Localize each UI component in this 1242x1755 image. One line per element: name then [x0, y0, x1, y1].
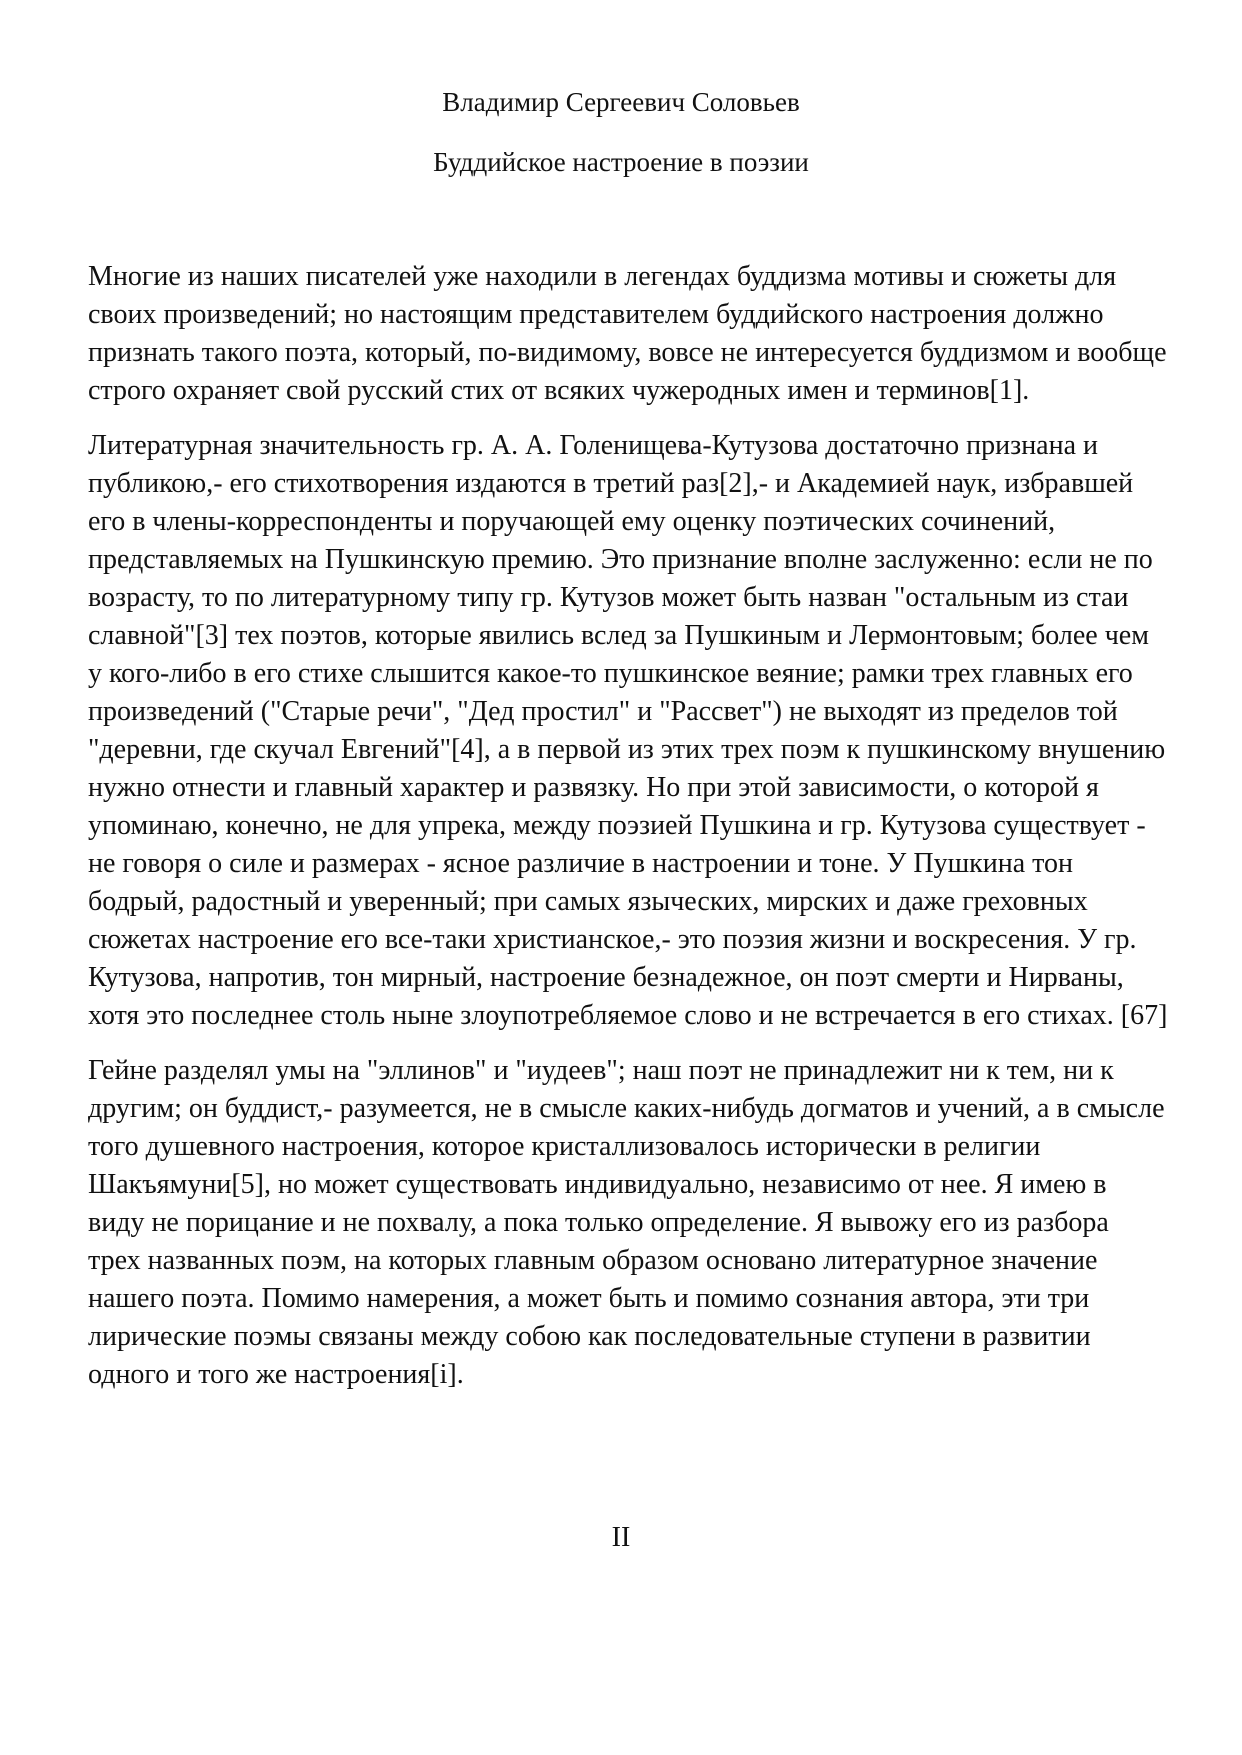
paragraph: Гейне разделял умы на "эллинов" и "иудеев"; наш поэт не принадлежит ни к тем, ни к другим; он буддист,- разумеется, не в смысле каких-нибудь догматов и учений, а в смысле того душевного настроения, которое кристаллизовалось исторически в религии Шакъямуни[5], но может существовать индивидуально, независимо от нее. Я имею в виду не порицание и не похвалу, а пока только определение. Я вывожу его из разбора трех названных поэм, на которых главным образом основано литературное значение нашего поэта. Помимо намерения, а может быть и помимо сознания автора, эти три лирические поэмы связаны между собою как последовательные ступени в развитии одного и того же настроения[i].: [88, 1055, 1165, 1390]
author-name: Владимир Сергеевич Соловьев: [442, 87, 800, 117]
document-body: [88, 258, 1168, 1411]
paragraph: Литературная значительность гр. А. А. Голенищева-Кутузова достаточно признана и публикою,- его стихотворения издаются в третий раз[2],- и Академией наук, избравшей его в члены-корреспонденты и поручающей ему оценку поэтических сочинений, представляемых на Пушкинскую премию. Это признание вполне заслуженно: если не по возрасту, то по литературному типу гр. Кутузов может быть назван "остальным из стаи славной"[3] тех поэтов, которые явились вслед за Пушкиным и Лермонтовым; более чем у кого-либо в его стихе слышится какое-то пушкинское веяние; рамки трех главных его произведений ("Старые речи", "Дед простил" и "Рассвет") не выходят из пределов той "деревни, где скучал Евгений"[4], а в первой из этих трех поэм к пушкинскому внушению нужно отнести и главный характер и развязку. Но при этой зависимости, о которой я упоминаю, конечно, не для упрека, между поэзией Пушкина и гр. Кутузова существует - не говоря о силе и размерах - ясное различие в настроении и тоне. У Пушкина тон бодрый, радостный и уверенный; при самых языческих, мирских и даже греховных сюжетах настроение его все-таки христианское,- это поэзия жизни и воскресения. У гр. Кутузова, напротив, тон мирный, настроение безнадежное, он поэт смерти и Нирваны, хотя это последнее столь ныне злоупотребляемое слово и не встречается в его стихах. [67]: [88, 430, 1168, 1031]
section-number: II: [611, 1522, 631, 1553]
document-title: Буддийское настроение в поэзии: [433, 147, 809, 177]
paragraph: Многие из наших писателей уже находили в легендах буддизма мотивы и сюжеты для своих произведений; но настоящим представителем буддийского настроения должно признать такого поэта, который, по-видимому, вовсе не интересуется буддизмом и вообще строго охраняет свой русский стих от всяких чужеродных имен и терминов[1].: [88, 261, 1167, 406]
